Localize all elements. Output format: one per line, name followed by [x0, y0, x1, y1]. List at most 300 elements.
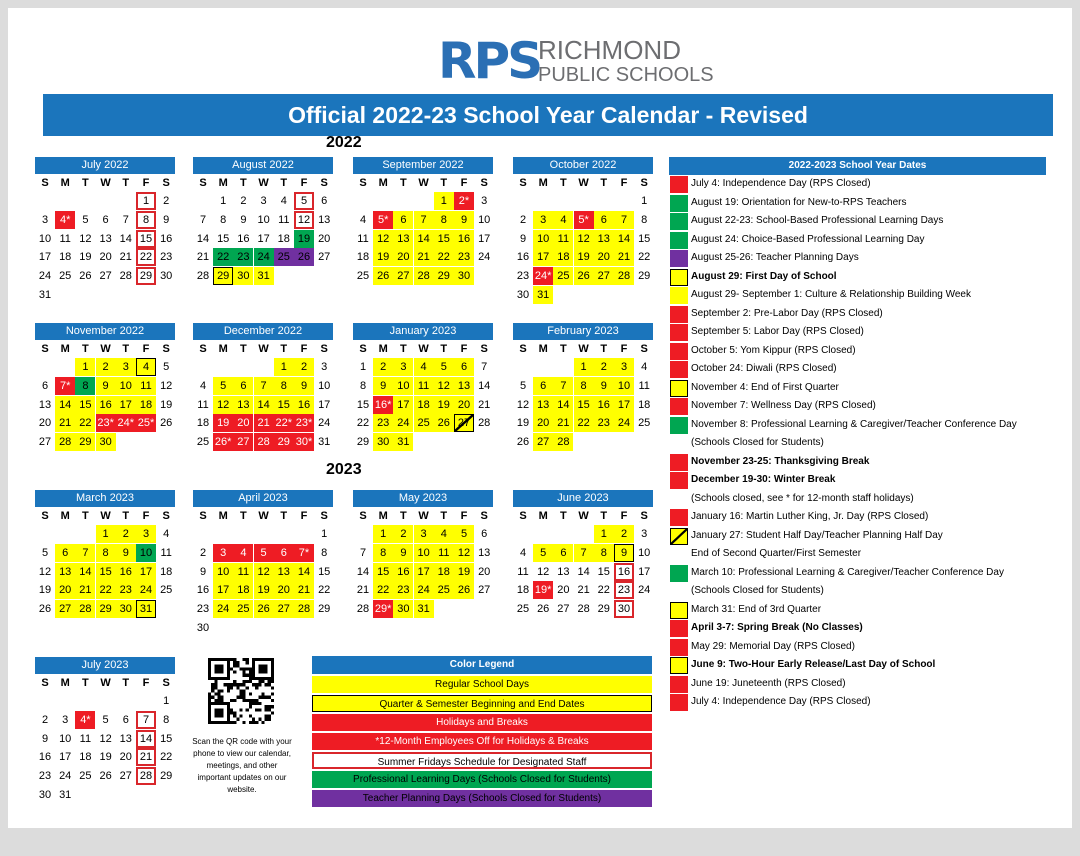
day-cell: 4: [280, 195, 287, 207]
date-text: January 16: Martin Luther King, Jr. Day (RPS Closed): [691, 511, 929, 522]
day-cell: 19: [254, 581, 274, 599]
date-entry: [669, 471, 1046, 490]
day-cell: 12: [294, 211, 314, 229]
date-entry: [669, 545, 1046, 564]
day-cell: 29: [597, 603, 610, 616]
day-cell: 31: [533, 286, 553, 304]
date-text: July 4: Independence Day (RPS Closed): [691, 178, 871, 189]
day-cell: 20: [119, 751, 132, 764]
color-swatch: [670, 676, 688, 693]
day-cell: 3: [481, 195, 488, 207]
month-title: July 2022: [35, 157, 175, 174]
day-cell: 22: [96, 581, 116, 599]
weekday-label: T: [82, 677, 89, 689]
weekday-label: M: [538, 343, 548, 355]
day-cell: 19: [79, 251, 92, 264]
day-cell: 1: [321, 528, 328, 540]
day-cell: 30: [614, 600, 634, 618]
day-cell: 31: [136, 600, 156, 618]
day-cell: 16: [614, 563, 634, 581]
day-cell: 31: [254, 267, 274, 285]
day-cell: 11: [160, 546, 172, 559]
color-swatch: [670, 454, 688, 471]
day-cell: 11: [278, 213, 290, 226]
date-text: September 2: Pre-Labor Day (RPS Closed): [691, 307, 883, 319]
day-cell: 4*: [55, 211, 75, 229]
day-cell: 2: [240, 195, 247, 207]
weekday-label: S: [640, 343, 648, 355]
weekday-label: T: [122, 343, 130, 355]
month-title: July 2023: [35, 657, 175, 674]
day-cell: 24: [59, 770, 72, 783]
day-cell: 16: [237, 232, 250, 245]
month-title: August 2022: [193, 157, 333, 174]
month-calendar: [193, 323, 333, 468]
weekday-label: S: [320, 510, 328, 522]
color-swatch: [670, 602, 688, 619]
day-cell: 6: [41, 379, 49, 392]
day-cell: 20: [454, 396, 474, 414]
weekday-label: W: [578, 343, 589, 355]
day-cell: 8: [434, 211, 454, 229]
weekday-label: T: [240, 510, 247, 522]
day-cell: 20: [533, 414, 553, 432]
day-cell: 28: [614, 267, 634, 285]
day-cell: 5: [454, 525, 474, 543]
day-cell: 15: [75, 396, 95, 414]
date-entry: [669, 638, 1046, 657]
weekday-label: T: [560, 177, 567, 189]
day-cell: 28: [196, 270, 210, 283]
date-text: November 8: Professional Learning & Caregiver/Teacher Conference Day: [691, 418, 1017, 430]
day-cell: 30: [116, 600, 136, 618]
date-entry: [669, 490, 1046, 509]
day-cell: 18: [79, 751, 92, 764]
day-cell: 17: [318, 398, 331, 411]
day-cell: 13: [318, 213, 331, 226]
day-cell: 28: [356, 603, 370, 616]
day-cell: 24: [213, 600, 233, 618]
day-cell: 4: [359, 213, 367, 226]
day-cell: 25: [638, 417, 651, 430]
weekday-label: S: [320, 177, 328, 189]
day-cell: 18: [233, 581, 253, 599]
day-cell: 11: [233, 563, 253, 581]
day-cell: 2: [41, 713, 49, 726]
weekday-label: S: [162, 510, 170, 522]
day-cell: 15: [638, 232, 651, 245]
day-cell: 1: [594, 525, 614, 543]
weekday-label: T: [400, 177, 407, 189]
date-entry: [669, 656, 1046, 675]
weekday-label: F: [460, 177, 468, 189]
weekday-header: [353, 340, 493, 358]
date-entry: [669, 342, 1046, 361]
day-cell: 19: [294, 230, 314, 248]
day-cell: 23: [373, 414, 393, 432]
month-calendar: [193, 490, 333, 635]
date-text: End of Second Quarter/First Semester: [691, 548, 862, 559]
day-cell: 29: [274, 433, 294, 451]
color-swatch: [670, 380, 688, 397]
day-cell: 21: [553, 414, 573, 432]
day-cell: 18: [638, 398, 651, 411]
weekday-label: F: [460, 510, 468, 522]
month-title: April 2023: [193, 490, 333, 507]
day-cell: 26: [537, 603, 550, 616]
day-cell: 23: [233, 248, 253, 266]
day-cell: 27: [274, 600, 294, 618]
color-swatch: [670, 398, 688, 415]
date-text: October 24: Diwali (RPS Closed): [691, 363, 837, 374]
month-title: October 2022: [513, 157, 653, 174]
day-cell: 19: [434, 396, 454, 414]
day-cell: 8: [641, 213, 648, 226]
date-entry: [669, 397, 1046, 416]
day-cell: 3: [321, 361, 328, 373]
date-entry: [669, 453, 1046, 472]
day-cell: 1: [641, 195, 648, 207]
day-cell: 25: [274, 248, 294, 266]
day-cell: 11: [553, 230, 573, 248]
day-cell: 2: [294, 358, 314, 376]
day-cell: 28: [136, 767, 156, 785]
day-cell: 6: [102, 213, 109, 226]
date-text: November 23-25: Thanksgiving Break: [691, 455, 870, 467]
day-cell: 3: [533, 211, 553, 229]
day-cell: 29: [318, 603, 331, 616]
weekday-label: F: [460, 343, 468, 355]
weekday-label: T: [560, 343, 567, 355]
day-cell: 21: [254, 414, 274, 432]
day-cell: 29: [213, 267, 233, 285]
weekday-label: S: [359, 510, 367, 522]
weekday-label: T: [122, 677, 130, 689]
color-swatch: [670, 306, 688, 323]
day-cell: 30: [516, 289, 530, 301]
day-cell: 21: [356, 584, 370, 597]
day-cell: 10: [614, 377, 634, 395]
day-cell: 2: [519, 213, 527, 226]
day-cell: 8: [163, 713, 170, 726]
weekday-label: W: [100, 510, 111, 522]
day-cell: 21: [294, 581, 314, 599]
color-swatch: [670, 565, 688, 582]
day-cell: 11: [79, 732, 92, 745]
weekday-label: F: [300, 510, 308, 522]
weekday-label: M: [378, 510, 388, 522]
weekday-header: [35, 174, 175, 192]
day-cell: 31: [59, 789, 72, 801]
day-cell: 23: [116, 581, 136, 599]
weekday-label: T: [280, 177, 288, 189]
date-entry: [669, 231, 1046, 250]
day-cell: 24: [638, 584, 651, 597]
day-cell: 10: [478, 213, 491, 226]
day-cell: 1: [373, 525, 393, 543]
day-cell: 18: [277, 232, 290, 245]
day-cell: 9: [240, 213, 247, 226]
day-cell: 26: [79, 270, 92, 283]
day-cell: 18: [516, 584, 530, 597]
date-entry: [669, 268, 1046, 287]
date-text: November 7: Wellness Day (RPS Closed): [691, 400, 876, 411]
day-cell: 10: [213, 563, 233, 581]
month-title: March 2023: [35, 490, 175, 507]
school-year-dates: [669, 157, 1046, 712]
day-cell: 12: [99, 732, 112, 745]
day-cell: 26: [373, 267, 393, 285]
day-cell: 16: [516, 251, 530, 264]
day-cell: 19: [516, 417, 530, 430]
color-swatch: [670, 657, 688, 674]
weekday-label: S: [640, 510, 648, 522]
day-cell: 11: [136, 377, 156, 395]
day-cell: 14: [119, 232, 132, 245]
date-text: May 29: Memorial Day (RPS Closed): [691, 640, 855, 652]
day-cell: 18: [59, 251, 72, 264]
date-entry: [669, 323, 1046, 342]
weekday-label: T: [280, 510, 288, 522]
day-cell: 16*: [373, 396, 393, 414]
day-cell: 12: [254, 563, 274, 581]
day-cell: 10: [116, 377, 136, 395]
day-cell: 1: [434, 192, 454, 210]
day-cell: 7: [359, 546, 367, 559]
day-cell: 4: [163, 528, 170, 540]
day-cell: 22: [318, 584, 331, 597]
day-cell: 11: [434, 544, 454, 562]
weekday-label: S: [41, 510, 49, 522]
day-cell: 6: [533, 377, 553, 395]
weekday-label: S: [41, 177, 49, 189]
day-cell: 20: [233, 414, 253, 432]
date-entry: [669, 286, 1046, 305]
day-cell: 25: [414, 414, 434, 432]
day-cell: 11: [59, 232, 71, 245]
day-cell: 10: [136, 544, 156, 562]
day-cell: 6: [233, 377, 253, 395]
color-swatch: [670, 269, 688, 286]
day-cell: 20: [55, 581, 75, 599]
day-cell: 17: [638, 565, 651, 578]
day-cell: 24: [38, 270, 52, 283]
color-swatch: [670, 232, 688, 249]
dates-title: 2022-2023 School Year Dates: [669, 157, 1046, 175]
day-cell: 13: [557, 565, 570, 578]
day-cell: 3: [614, 358, 634, 376]
date-entry: [669, 564, 1046, 583]
weekday-label: S: [480, 177, 488, 189]
month-title: January 2023: [353, 323, 493, 340]
day-cell: 10: [533, 230, 553, 248]
day-cell: 1: [274, 358, 294, 376]
legend-item: Regular School Days: [312, 676, 652, 693]
weekday-label: W: [258, 343, 269, 355]
day-cell: 23: [594, 414, 614, 432]
date-entry: [669, 582, 1046, 601]
day-cell: 21: [136, 748, 156, 766]
day-cell: 19: [213, 414, 233, 432]
month-calendar: [35, 657, 175, 802]
day-cell: 14: [254, 396, 274, 414]
weekday-label: F: [620, 510, 628, 522]
color-swatch: [670, 195, 688, 212]
legend-item: *12-Month Employees Off for Holidays & Breaks: [312, 733, 652, 750]
day-cell: 22: [638, 251, 651, 264]
weekday-label: T: [82, 510, 89, 522]
day-cell: 15: [356, 398, 370, 411]
day-cell: 9: [294, 377, 314, 395]
day-cell: 29: [136, 267, 156, 285]
day-cell: 9: [116, 544, 136, 562]
day-cell: 12: [537, 565, 550, 578]
day-cell: 10: [414, 544, 434, 562]
weekday-label: M: [378, 343, 388, 355]
day-cell: 1: [75, 358, 95, 376]
date-entry: [669, 675, 1046, 694]
day-cell: 22: [434, 248, 454, 266]
day-cell: 5: [519, 379, 527, 392]
color-swatch: [670, 287, 688, 304]
legend-item: Teacher Planning Days (Schools Closed for Students): [312, 790, 652, 807]
weekday-label: M: [60, 677, 70, 689]
day-cell: 3: [62, 713, 69, 726]
day-cell: 8: [274, 377, 294, 395]
day-cell: 28: [577, 603, 590, 616]
weekday-label: S: [519, 510, 527, 522]
day-cell: 22: [574, 414, 594, 432]
day-cell: 27: [594, 267, 614, 285]
month-calendar: [193, 157, 333, 302]
day-cell: 21: [55, 414, 75, 432]
date-entry: [669, 508, 1046, 527]
day-cell: 18: [136, 396, 156, 414]
day-cell: 9: [614, 544, 634, 562]
day-cell: 9: [199, 565, 207, 578]
color-legend: [312, 656, 652, 807]
day-cell: 11: [517, 565, 529, 578]
day-cell: 8: [321, 546, 328, 559]
day-cell: 24: [614, 414, 634, 432]
weekday-label: T: [400, 510, 407, 522]
day-cell: 23*: [96, 414, 116, 432]
day-cell: 27: [478, 584, 491, 597]
day-cell: 25: [233, 600, 253, 618]
day-cell: 7: [122, 213, 129, 226]
day-cell: 24*: [533, 267, 553, 285]
day-cell: 31: [414, 600, 434, 618]
weekday-label: T: [240, 177, 247, 189]
day-cell: 27: [55, 600, 75, 618]
weekday-header: [353, 507, 493, 525]
color-swatch: [670, 213, 688, 230]
month-title: September 2022: [353, 157, 493, 174]
day-cell: 2: [393, 525, 413, 543]
legend-title: Color Legend: [312, 656, 652, 674]
weekday-label: T: [440, 343, 448, 355]
date-entry: [669, 434, 1046, 453]
weekday-label: M: [218, 343, 228, 355]
day-cell: 5: [294, 192, 314, 210]
day-cell: 15: [136, 230, 156, 248]
day-cell: 5: [41, 546, 49, 559]
day-cell: 13: [478, 546, 491, 559]
day-cell: 24: [478, 251, 491, 264]
day-cell: 20: [594, 248, 614, 266]
legend-item: Professional Learning Days (Schools Closed for Students): [312, 771, 652, 788]
day-cell: 13: [99, 232, 112, 245]
day-cell: 8: [220, 213, 227, 226]
day-cell: 13: [533, 396, 553, 414]
date-text: (Schools Closed for Students): [691, 437, 824, 448]
day-cell: 27: [38, 436, 52, 449]
weekday-label: S: [199, 177, 207, 189]
day-cell: 31: [38, 289, 52, 301]
day-cell: 21: [196, 251, 210, 264]
day-cell: 26: [160, 417, 173, 430]
logo-line1: RICHMOND: [538, 35, 681, 65]
date-text: November 4: End of First Quarter: [691, 381, 839, 393]
day-cell: 30: [196, 622, 210, 634]
logo-mark: RPS: [438, 32, 541, 90]
day-cell: 30: [38, 789, 52, 801]
color-swatch: [670, 620, 688, 637]
day-cell: 24: [254, 248, 274, 266]
weekday-label: M: [538, 510, 548, 522]
day-cell: 16: [116, 563, 136, 581]
day-cell: 10: [318, 379, 331, 392]
weekday-label: F: [300, 343, 308, 355]
date-text: July 4: Independence Day (RPS Closed): [691, 696, 871, 707]
day-cell: 5: [434, 358, 454, 376]
date-text: September 5: Labor Day (RPS Closed): [691, 326, 864, 337]
date-entry: [669, 194, 1046, 213]
weekday-label: W: [258, 510, 269, 522]
day-cell: 23*: [294, 414, 314, 432]
day-cell: 14: [577, 565, 590, 578]
date-entry: [669, 416, 1046, 435]
day-cell: 22: [597, 584, 610, 597]
weekday-header: [35, 507, 175, 525]
color-swatch: [670, 639, 688, 656]
day-cell: 26: [434, 414, 454, 432]
day-cell: 23: [196, 603, 210, 616]
day-cell: 17: [533, 248, 553, 266]
day-cell: 15: [96, 563, 116, 581]
day-cell: 25: [79, 770, 92, 783]
qr-code-icon[interactable]: [208, 658, 274, 724]
day-cell: 30: [160, 270, 173, 283]
date-text: December 19-30: Winter Break: [691, 474, 836, 485]
day-cell: 5: [102, 713, 109, 726]
day-cell: 26: [574, 267, 594, 285]
day-cell: 14: [614, 230, 634, 248]
day-cell: 21: [414, 248, 434, 266]
day-cell: 27: [318, 251, 331, 264]
day-cell: 7*: [294, 544, 314, 562]
weekday-label: W: [100, 177, 111, 189]
day-cell: 5: [163, 361, 170, 373]
day-cell: 1: [136, 192, 156, 210]
day-cell: 15: [217, 232, 230, 245]
month-title: December 2022: [193, 323, 333, 340]
day-cell: 12: [38, 565, 52, 578]
weekday-label: T: [82, 343, 89, 355]
day-cell: 28: [119, 270, 132, 283]
day-cell: 9: [393, 544, 413, 562]
color-swatch: [670, 417, 688, 434]
